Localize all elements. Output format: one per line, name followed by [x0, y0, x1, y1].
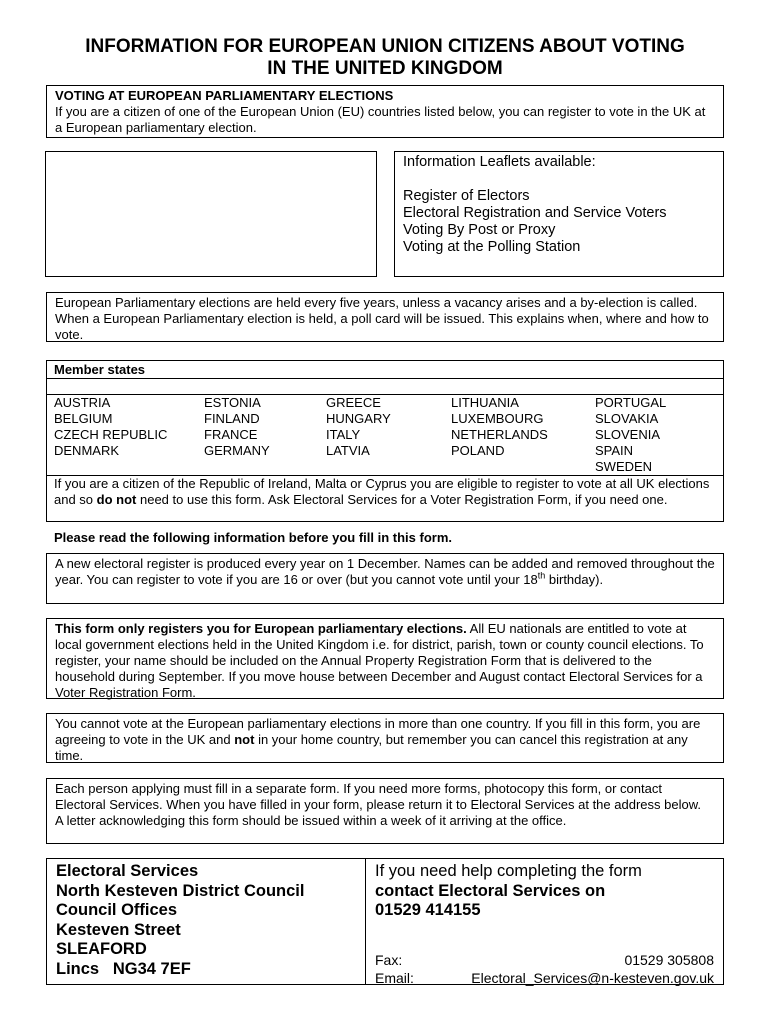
page-title	[40, 36, 730, 80]
country: SLOVAKIA	[595, 411, 659, 426]
country: CZECH REPUBLIC	[54, 427, 168, 442]
country: POLAND	[451, 443, 505, 458]
one-country-text: You cannot vote at the European parliamentary elections in more than one country. If you fill in this form, you are agreeing to vote in the UK and not in your home country, but remember you can cancel this registration at any time.	[55, 716, 701, 763]
intro-section	[46, 85, 724, 138]
email-address[interactable]: Electoral_Services@n-kesteven.gov.uk	[471, 969, 714, 986]
please-read-notice: Please read the following information before you fill in this form.	[54, 530, 452, 545]
country: GREECE	[326, 395, 381, 410]
country: SPAIN	[595, 443, 634, 458]
country: ITALY	[326, 427, 361, 442]
each-person-info	[46, 778, 724, 844]
help-contact: contact Electoral Services on	[375, 881, 606, 900]
intro-heading: VOTING AT EUROPEAN PARLIAMENTARY ELECTIONS	[55, 88, 394, 103]
leaflet-item: Electoral Registration and Service Voters	[403, 205, 667, 221]
country: GERMANY	[204, 443, 270, 458]
address-line: Council Offices	[56, 901, 178, 919]
member-states-row	[54, 443, 716, 459]
member-states-section	[46, 360, 724, 522]
country	[326, 459, 451, 475]
member-states-note: If you are a citizen of the Republic of Ireland, Malta or Cyprus you are eligible to register to vote at all UK elections and so do not need to use this form. Ask Electoral Services for a Voter Registration Form, if you need one.	[54, 476, 710, 507]
country: FRANCE	[204, 427, 258, 442]
each-person-text: Each person applying must fill in a separate form. If you need more forms, photocopy this form, or contact Electoral Services. When you have filled in your form, please return it to Electoral Services at the address below.	[55, 781, 701, 812]
address-line: Electoral Services	[56, 862, 199, 880]
member-states-row	[54, 459, 716, 475]
leaflet-item: Voting at the Polling Station	[403, 239, 581, 255]
elections-text: European Parliamentary elections are held every five years, unless a vacancy arises and a by-election is called. When a European Parliamentary election is held, a poll card will be issued. This explains when, where and how to vote.	[55, 295, 709, 342]
member-states-row	[54, 427, 716, 443]
country: ESTONIA	[204, 395, 261, 410]
help-text: If you need help completing the form	[375, 862, 642, 880]
elections-info	[46, 292, 724, 342]
country	[204, 459, 326, 475]
address-line: Lincs NG34 7EF	[56, 959, 191, 978]
title-line-2: IN THE UNITED KINGDOM	[267, 58, 503, 79]
country	[451, 459, 595, 475]
country: HUNGARY	[326, 411, 391, 426]
country: SWEDEN	[595, 459, 653, 474]
country: AUSTRIA	[54, 395, 111, 410]
country: SLOVENIA	[595, 427, 661, 442]
help-phone: 01529 414155	[375, 901, 481, 919]
fax-label: Fax:	[375, 951, 403, 968]
blank-box	[45, 151, 377, 277]
eu-only-text: This form only registers you for European parliamentary elections. All EU nationals are entitled to vote at local government elections held in the United Kingdom i.e. for district, parish, town or county council elections. To register, your name should be included on the Annual Property Registration Form that is delivered to the household during September. If you move house between December and August contact Electoral Services for a Voter Registration Form.	[55, 621, 704, 700]
acknowledgement-text: A letter acknowledging this form should be issued within a week of it arriving at the office.	[55, 813, 567, 828]
address-line: SLEAFORD	[56, 940, 147, 958]
country: DENMARK	[54, 443, 120, 458]
member-states-row	[54, 395, 716, 411]
country: BELGIUM	[54, 411, 113, 426]
title-line-1: INFORMATION FOR EUROPEAN UNION CITIZENS ABOUT VOTING	[85, 36, 685, 57]
help-box	[365, 858, 724, 985]
one-country-info	[46, 713, 724, 763]
country	[54, 459, 204, 475]
country: FINLAND	[204, 411, 260, 426]
leaflet-item: Register of Electors	[403, 188, 530, 204]
fax-row	[375, 951, 714, 969]
register-info	[46, 553, 724, 604]
eu-only-info	[46, 618, 724, 699]
address-box	[46, 858, 366, 985]
address-line: Kesteven Street	[56, 920, 181, 939]
address-line: North Kesteven District Council	[56, 881, 305, 900]
country: LITHUANIA	[451, 395, 519, 410]
member-states-row	[54, 411, 716, 427]
leaflets-heading: Information Leaflets available:	[403, 154, 596, 170]
country: LATVIA	[326, 443, 370, 458]
country: PORTUGAL	[595, 395, 667, 410]
leaflet-item: Voting By Post or Proxy	[403, 222, 556, 238]
intro-text: If you are a citizen of one of the European Union (EU) countries listed below, you can register to vote in the UK at a European parliamentary election.	[55, 104, 706, 135]
member-states-heading: Member states	[54, 362, 146, 377]
country: NETHERLANDS	[451, 427, 548, 442]
email-label: Email:	[375, 969, 414, 986]
fax-number: 01529 305808	[624, 951, 714, 968]
country: LUXEMBOURG	[451, 411, 544, 426]
email-row	[375, 969, 714, 987]
register-text: A new electoral register is produced every year on 1 December. Names can be added and removed throughout the year. You can register to vote if you are 16 or over (but you cannot vote until your 18th birthday).	[55, 556, 715, 587]
leaflets-section	[394, 151, 724, 277]
